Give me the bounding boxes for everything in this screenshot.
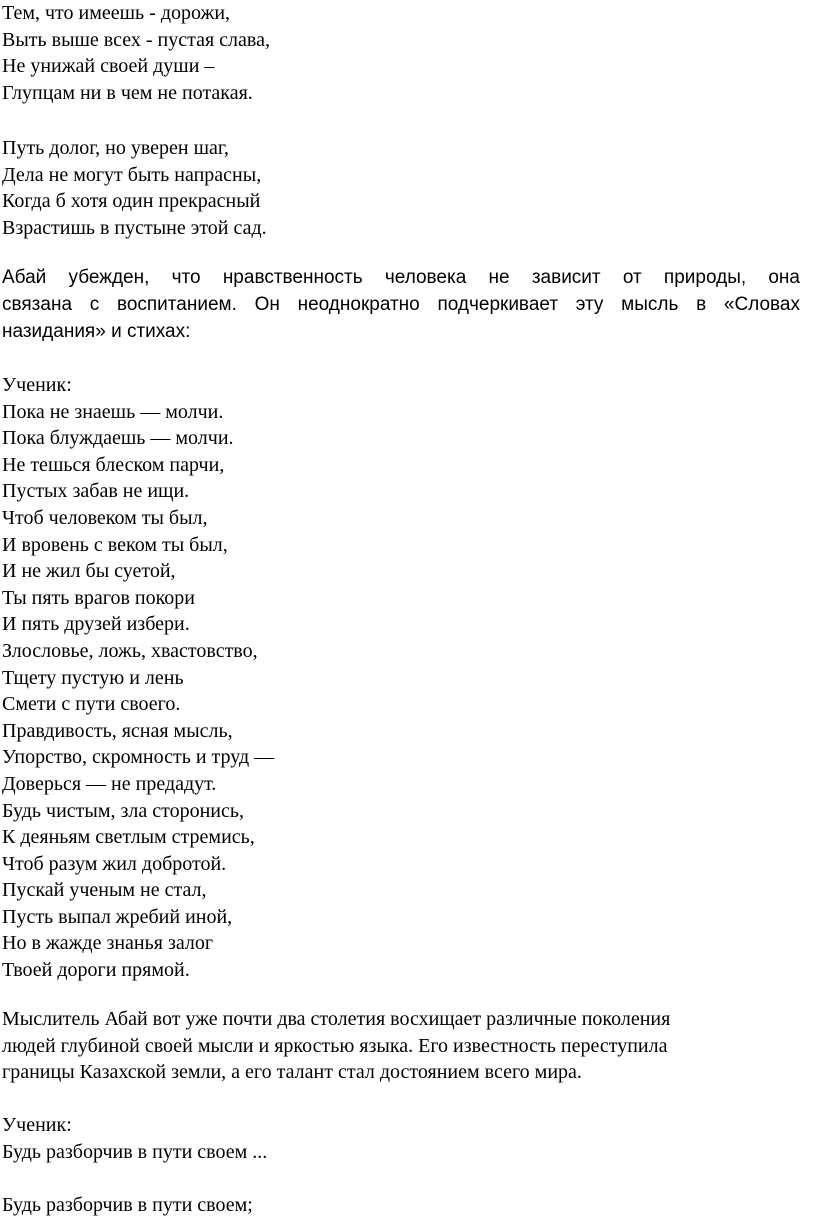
poem-line: И не жил бы суетой, bbox=[2, 560, 176, 583]
stanza-line: Когда б хотя один прекрасный bbox=[2, 190, 261, 213]
stanza-2 bbox=[2, 135, 800, 241]
stanza-line: Не унижай своей души – bbox=[2, 55, 215, 78]
stanza-line: Взрастишь в пустыне этой сад. bbox=[2, 216, 267, 239]
poem-line: Ты пять врагов покори bbox=[2, 586, 195, 609]
poem-line: Злословье, ложь, хвастовство, bbox=[2, 639, 258, 662]
poem-line: Тщету пустую и лень bbox=[2, 666, 184, 689]
paragraph-1 bbox=[2, 264, 800, 345]
poem-line: И вровень с веком ты был, bbox=[2, 533, 228, 556]
stanza-line: Ученик: bbox=[2, 1114, 72, 1136]
stanza-3 bbox=[2, 1112, 800, 1165]
poem-line: К деяньям светлым стремись, bbox=[2, 826, 255, 849]
poem bbox=[2, 372, 800, 984]
paragraph-line: Абай убежден, что нравственность человека не зависит от природы, она bbox=[2, 267, 800, 288]
stanza-line: Путь долог, но уверен шаг, bbox=[2, 137, 229, 159]
poem-line: Не тешься блеском парчи, bbox=[2, 453, 225, 476]
stanza-line: Глупцам ни в чем не потакая. bbox=[2, 81, 253, 104]
stanza-line: Тем, что имеешь - дорожи, bbox=[2, 2, 231, 24]
poem-line: Правдивость, ясная мысль, bbox=[2, 719, 233, 742]
stanza-line: Будь разборчив в пути своем; bbox=[2, 1194, 253, 1216]
poem-line: Пустых забав не ищи. bbox=[2, 480, 190, 503]
poem-line: Будь чистым, зла сторонись, bbox=[2, 799, 245, 822]
poem-line: Чтоб человеком ты был, bbox=[2, 506, 208, 529]
stanza-line: Будь разборчив в пути своем ... bbox=[2, 1140, 268, 1163]
poem-line: Смети с пути своего. bbox=[2, 693, 181, 716]
paragraph-2 bbox=[2, 1006, 800, 1086]
poem-line: Пока блуждаешь — молчи. bbox=[2, 427, 234, 450]
poem-line: Но в жажде знанья залог bbox=[2, 932, 214, 955]
poem-line: Ученик: bbox=[2, 374, 72, 396]
poem-line: И пять друзей избери. bbox=[2, 613, 190, 636]
poem-line: Чтоб разум жил добротой. bbox=[2, 852, 227, 875]
poem-line: Пусть выпал жребий иной, bbox=[2, 905, 233, 928]
poem-line: Твоей дороги прямой. bbox=[2, 959, 190, 982]
stanza-line: Дела не могут быть напрасны, bbox=[2, 163, 262, 186]
paragraph-line: связана с воспитанием. Он неоднократно подчеркивает эту мысль в «Словах bbox=[2, 294, 800, 315]
poem-line: Пускай ученым не стал, bbox=[2, 879, 207, 902]
paragraph-line: Мыслитель Абай вот уже почти два столетия восхищает различные поколения bbox=[2, 1008, 671, 1030]
stanza-1 bbox=[2, 0, 800, 106]
paragraph-line: назидания» и стихах: bbox=[2, 321, 191, 342]
stanza-4 bbox=[2, 1192, 800, 1219]
stanza-line: Выть выше всех - пустая слава, bbox=[2, 28, 270, 51]
poem-line: Доверься — не предадут. bbox=[2, 772, 217, 795]
paragraph-line: людей глубиной своей мысли и яркостью языка. Его известность переступила bbox=[2, 1034, 668, 1057]
poem-line: Упорство, скромность и труд — bbox=[2, 746, 275, 769]
poem-line: Пока не знаешь — молчи. bbox=[2, 400, 224, 423]
paragraph-line: границы Казахской земли, а его талант стал достоянием всего мира. bbox=[2, 1061, 582, 1084]
